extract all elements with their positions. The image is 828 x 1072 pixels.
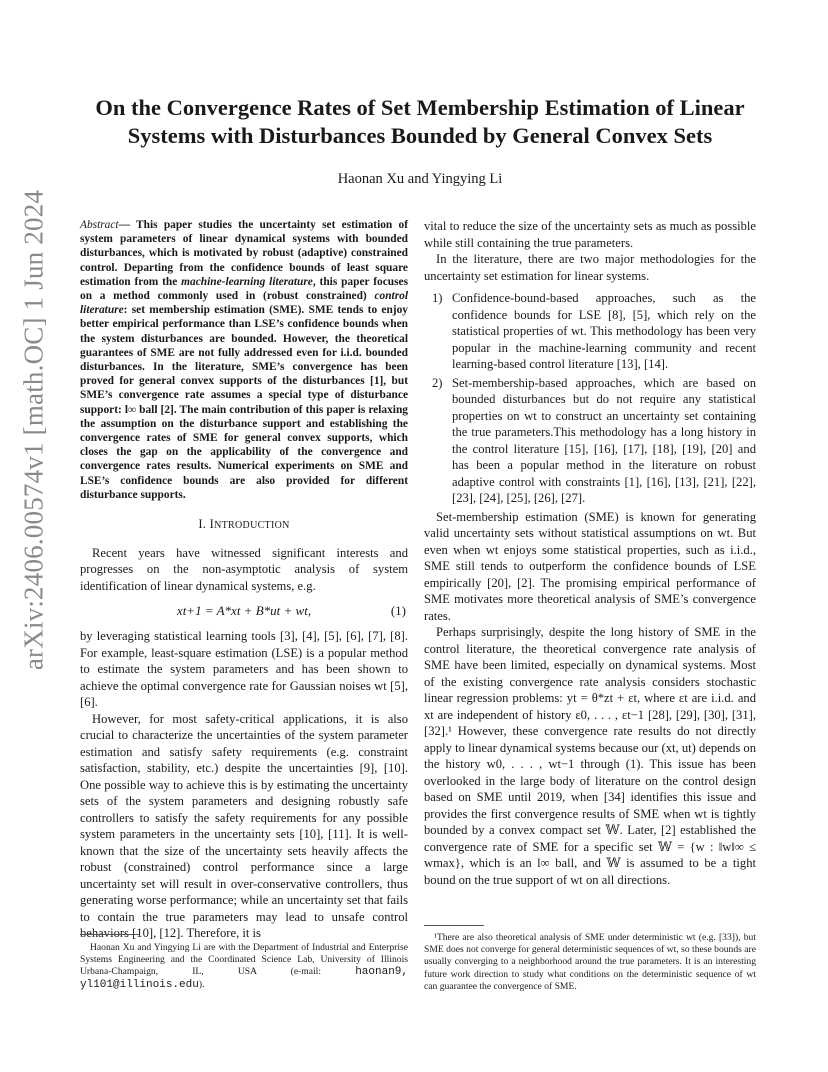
list-item-number: 2) — [432, 375, 443, 390]
footnote-rule-left — [80, 934, 140, 935]
footnote-1: ¹There are also theoretical analysis of SME under deterministic wt (e.g. [33]), but SME does not converge for general deterministic sequences of wt, so these bounds are usually converging to a neighborhood around the true parameters. It is an interesting future work direction to study what conditions on the deterministic sequence of wt can guarantee the convergence of SME. — [424, 932, 756, 992]
arxiv-stamp-text: arXiv:2406.00574v1 [math.OC] 1 Jun 2024 — [18, 189, 49, 671]
footnote-rule-right — [424, 925, 484, 926]
section-heading-introduction — [80, 516, 408, 535]
list-item-text: Set-membership-based approaches, which are based on bounded disturbances but do not require any statistical properties on wt to construct an uncertainty set containing the true parameters.This methodology has a long history in the control literature [15], [16], [17], [18], [19], [20] and has been a popular method in the literature on robust adaptive control with constraints [1], [16], [13], [21], [22], [23], [24], [25], [26], [27]. — [452, 375, 756, 505]
abstract-emph-2: control literature — [80, 290, 408, 317]
abstract-text-1: — This paper studies the uncertainty set estimation of system parameters of linear dynamical systems with bounded disturbances, which is motivated by robust (adaptive) constrained control. Departing from the confidence bounds of least square estimation from the — [80, 219, 408, 288]
abstract — [80, 218, 408, 502]
paper-authors: Haonan Xu and Yingying Li — [337, 171, 503, 187]
abstract-emph-1: machine-learning literature — [181, 275, 313, 288]
affiliation-text: Haonan Xu and Yingying Li are with the Department of Industrial and Enterprise Systems Engineering and the Coordinated Science Lab, University of Illinois Urbana-Champaign, IL, USA (e-mail: — [80, 942, 408, 978]
list-item — [424, 290, 756, 373]
list-item — [424, 375, 756, 507]
list-item-number: 1) — [432, 291, 443, 305]
right-column — [424, 218, 756, 888]
intro-paragraph-1: Recent years have witnessed significant interests and progresses on the non-asymptotic analysis of system identification of linear dynamical systems, e.g. — [80, 545, 408, 593]
author-affiliation-footnote — [80, 942, 408, 991]
abstract-text-2: , this paper focuses on a method commonly used in (robust constrained) — [80, 275, 409, 303]
intro-paragraph-2: by leveraging statistical learning tools [3], [4], [5], [6], [7], [8]. For example, least-square estimation (LSE) is a popular method to estimate the system parameters and has been shown to achieve the optimal convergence rate for Gaussian noises wt [5], [6]. — [80, 629, 408, 710]
intro-paragraph-3: However, for most safety-critical applications, it is also crucial to characterize the uncertainties of the system parameter estimation and satisfy safety requirements (e.g. constraint satisfaction, stability, etc.) despite the uncertainties [9], [10]. One possible way to achieve this is by estimating the uncertainty sets of the system parameters and designing robustly safe controllers to satisfy the safety requirements for any possible system parameters in the uncertainty sets [10], [11]. It is well-known that the size of the uncertainty sets heavily affects the robust (constrained) control performance since a large uncertainty set will result in over-conservative controllers, thus generating worse performance; while an uncertainty set that fails to contain the true parameters may lead to unsafe control behaviors [10], [12]. Therefore, it is — [80, 711, 408, 941]
equation-number: (1) — [390, 603, 406, 619]
affiliation-close: ). — [198, 978, 205, 990]
section-first-letter: I — [209, 517, 215, 532]
author-email: haonan9, yl101@illinois.edu — [80, 966, 408, 991]
abstract-label: Abstract — [80, 219, 119, 231]
right-paragraph-3: Set-membership estimation (SME) is known for generating valid uncertainty sets without statistical assumptions on wt. But even when wt enjoys some statistical properties, such as i.i.d., SME still tends to outperform the confidence bounds of LSE empirically [20], [2]. The promising empirical performance of SME motivates more theoretical analysis of SME’s convergence rates. — [424, 509, 756, 623]
abstract-text-3: : set membership estimation (SME). SME tends to enjoy better empirical performance than LSE’s confidence bounds when the system disturbances are bounded. However, the theoretical guarantees of SME are not fully addressed even for i.i.d. bounded disturbances. In the literature, SME’s convergence has been proved for general convex supports of the disturbances [1], but SME’s convergence rate assumes a special type of disturbance support: l∞ ball [2]. The main contribution of this paper is relaxing the assumption on the disturbance support and establishing the convergence rates of SME for general convex supports, which closes the gap on the applicability of the convergence and convergence rates results. Numerical experiments on SME and LSE’s confidence bounds are also provided for different disturbance supports. — [80, 304, 408, 501]
right-paragraph-1: vital to reduce the size of the uncertainty sets as much as possible while still containing the true parameters. — [424, 219, 756, 250]
section-rest: NTRODUCTION — [214, 520, 290, 532]
equation-1 — [80, 594, 408, 628]
left-column — [80, 218, 408, 942]
paper-title: On the Convergence Rates of Set Membership Estimation of Linear Systems with Disturbances Bounded by General Convex Sets — [95, 95, 745, 148]
right-paragraph-2: In the literature, there are two major methodologies for the uncertainty set estimation for linear systems. — [424, 252, 756, 283]
right-paragraph-4: Perhaps surprisingly, despite the long history of SME in the control literature, the theoretical convergence rate analysis of SME have been limited, especially on dynamical systems. Most of the existing convergence rate analysis considers stochastic linear regression problems: yt = θ*zt + εt, where εt are i.i.d. and xt are independent of history ε0, . . . , εt−1 [28], [29], [30], [31], [32].¹ However, these convergence rate results do not directly apply to linear dynamical systems because our (xt, ut) depends on the history w0, . . . , wt−1 through (1). This issue has been overlooked in the large body of literature on the control design based on SME until 2019, when [34] identifies this issue and provides the first convergence results of SME when wt is tightly bounded by a convex compact set 𝕎. Later, [2] established the convergence rate of SME for a specific set 𝕎 = {w : ‖w‖∞ ≤ wmax}, which is an l∞ ball, and 𝕎 is assumed to be a tight bound on the true support of wt on all directions. — [424, 625, 756, 887]
section-numeral: I. — [198, 517, 207, 532]
list-item-text: Confidence-bound-based approaches, such as the confidence bounds for LSE [8], [5], which rely on the statistical properties of wt. This methodology has been very popular in the machine-learning community and recent learning-based control literature [13], [14]. — [452, 291, 756, 371]
arxiv-stamp — [14, 120, 54, 740]
methodology-list — [424, 290, 756, 507]
equation-body: xt+1 = A*xt + B*ut + wt, — [176, 603, 312, 619]
